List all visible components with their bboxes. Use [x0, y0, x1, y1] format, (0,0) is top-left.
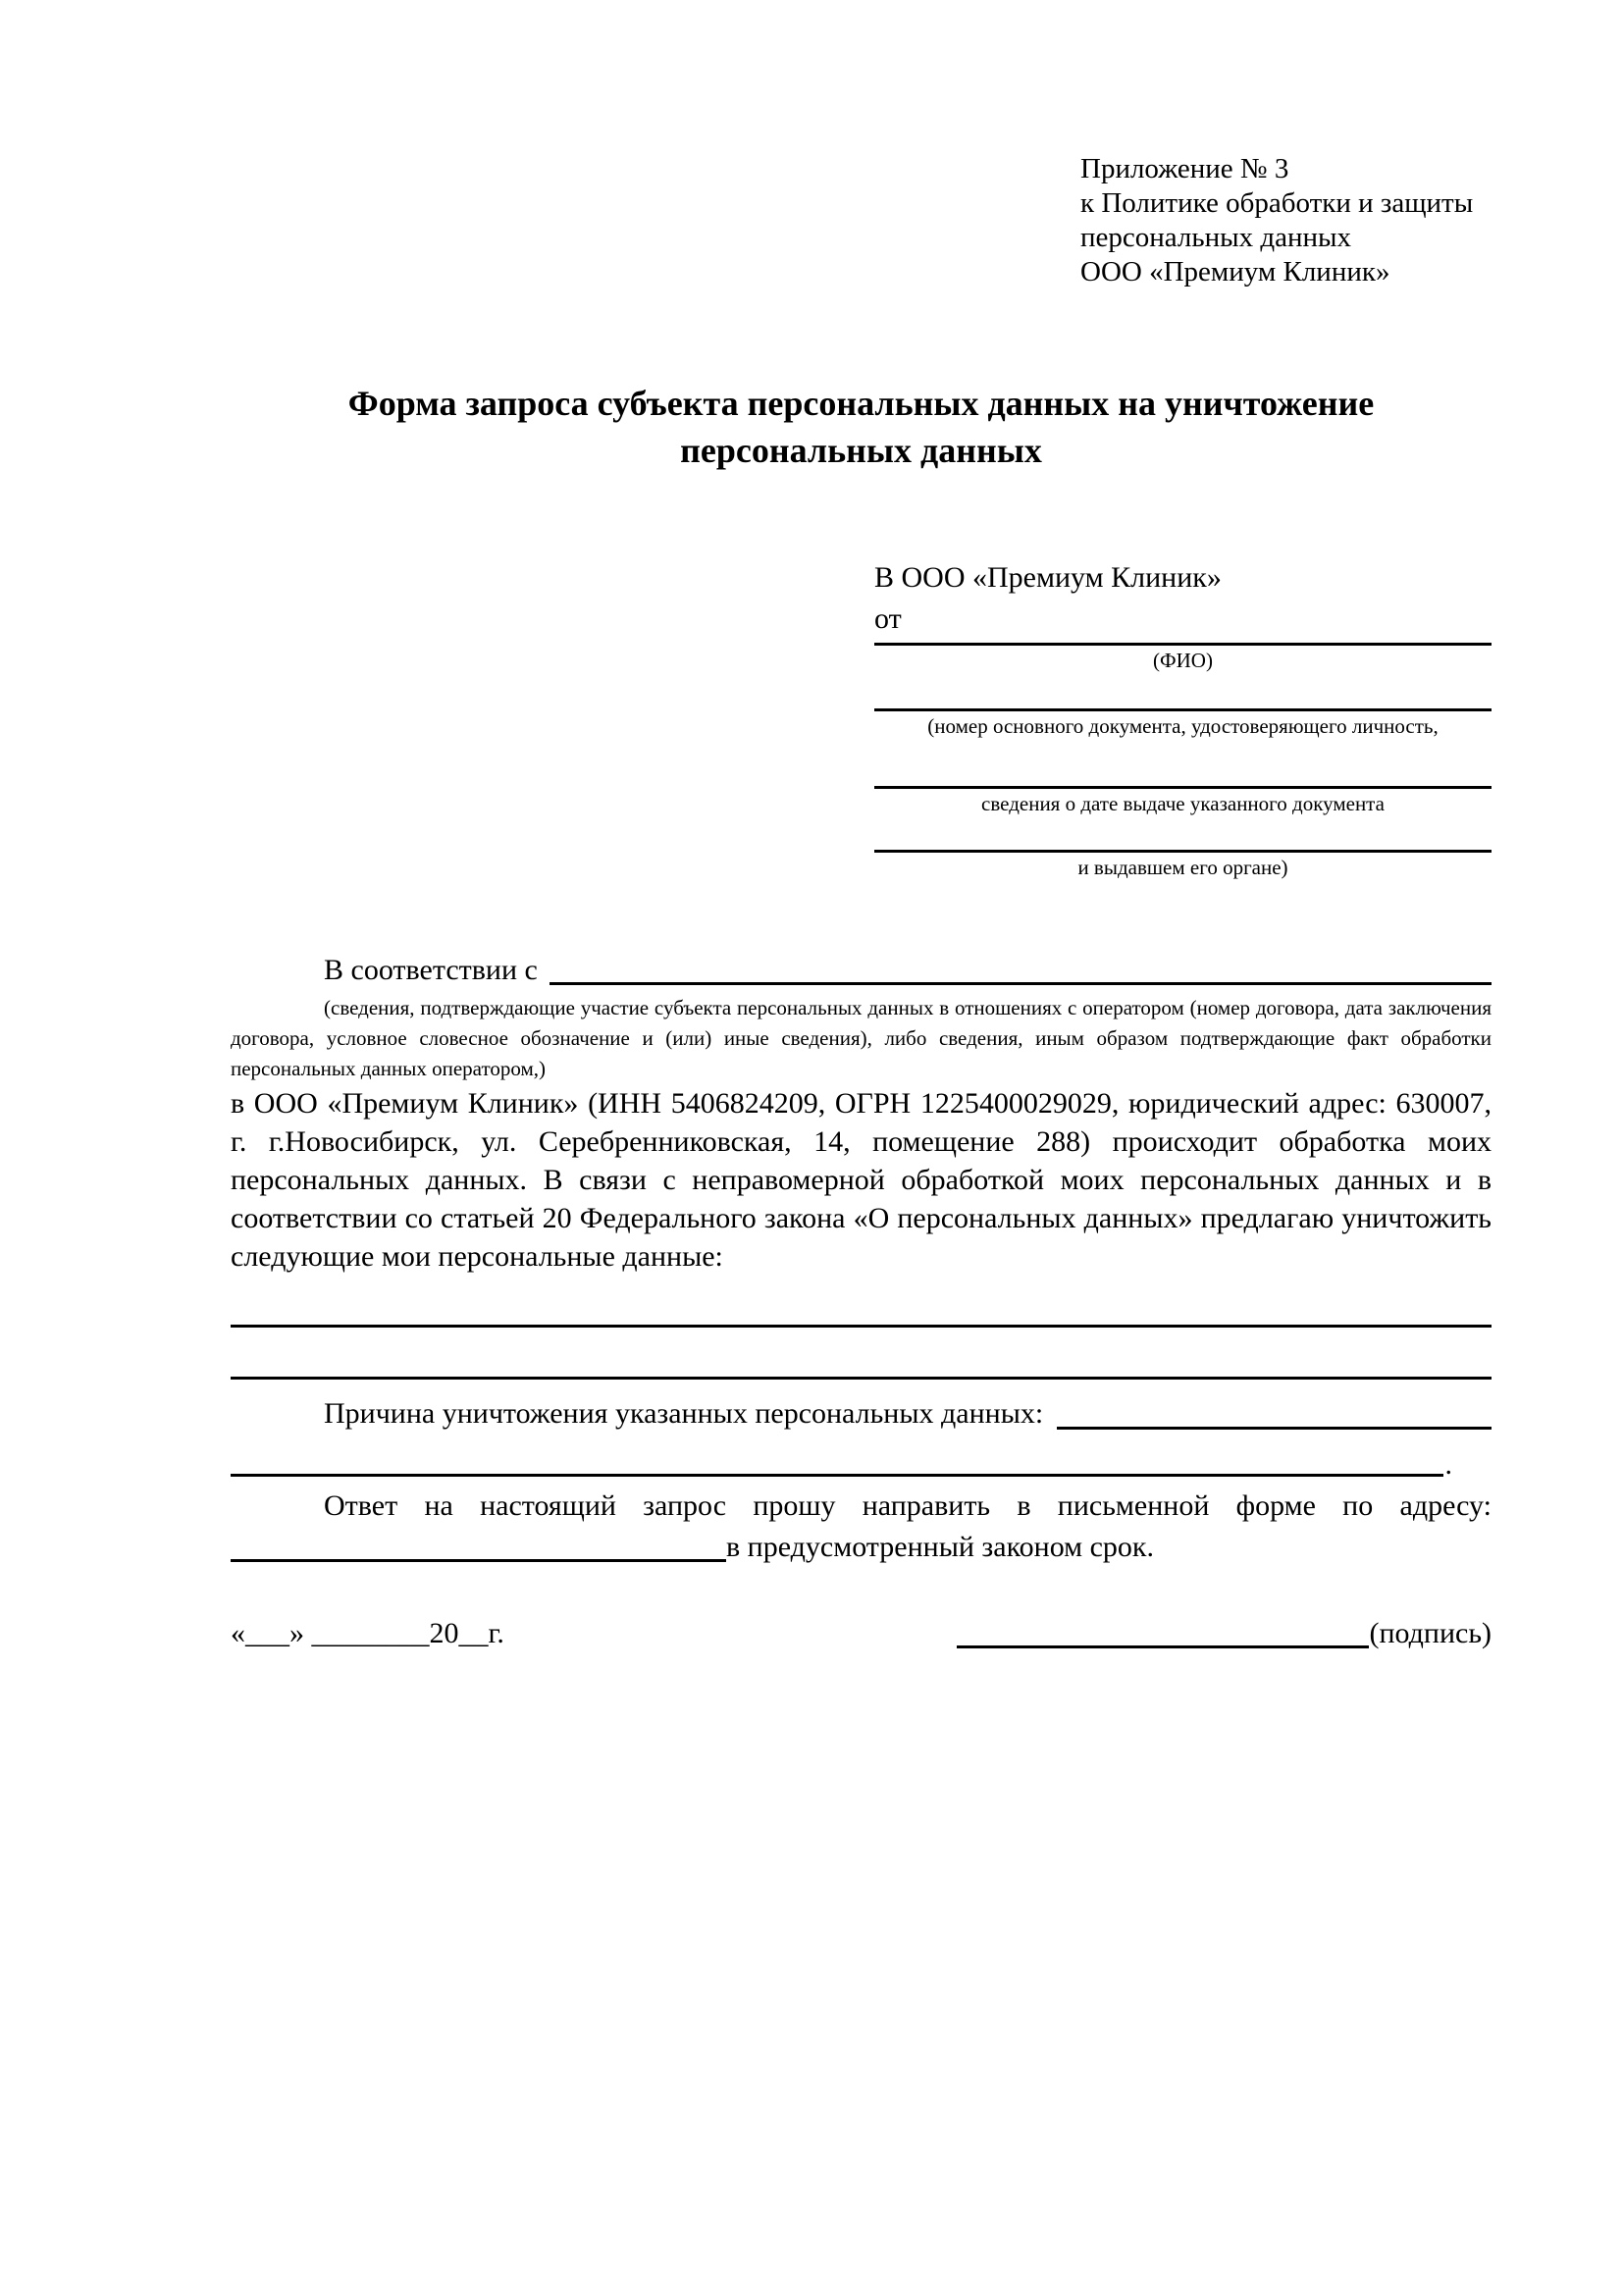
address-row	[231, 1527, 1492, 1568]
accordance-note: (сведения, подтверждающие участие субъекта персональных данных в отношениях с оператором (номер договора, дата заключения договора, условное словесное обозначение и (или) иные сведения), либо сведения, иным образом подтверждающие факт обработки персональных данных оператором,)	[231, 996, 1492, 1080]
reason-label: Причина уничтожения указанных персональных данных:	[324, 1397, 1044, 1430]
answer-tail: в предусмотренный законом срок.	[726, 1531, 1154, 1563]
signature-caption: (подпись)	[1369, 1617, 1492, 1649]
address-blank-line	[231, 1559, 726, 1562]
reason-blank-line	[1057, 1427, 1492, 1430]
issuing-authority-caption: и выдавшем его органе)	[1077, 856, 1288, 879]
id-document-blank-line	[874, 673, 1492, 711]
fio-blank-line	[874, 637, 1492, 646]
appendix-line: Приложение № 3	[1080, 153, 1289, 184]
issuing-authority-blank-line	[874, 816, 1492, 853]
accordance-blank-line	[550, 982, 1492, 985]
document-body	[231, 951, 1492, 1654]
appendix-line: ООО «Премиум Клиник»	[1080, 256, 1390, 287]
signature-field	[957, 1613, 1492, 1654]
addressee-from: от	[874, 602, 902, 635]
line-terminator: .	[1444, 1448, 1452, 1481]
id-document-caption: (номер основного документа, удостоверяющего личность,	[927, 714, 1439, 738]
accordance-row	[231, 951, 1492, 990]
issue-date-caption: сведения о дате выдаче указанного документа	[981, 792, 1385, 815]
reason-row	[231, 1393, 1492, 1435]
personal-data-blank-line-1	[231, 1276, 1492, 1328]
personal-data-blank-line-2	[231, 1328, 1492, 1380]
signature-blank-line	[957, 1645, 1369, 1648]
fio-caption: (ФИО)	[1153, 649, 1213, 672]
addressee-block	[874, 554, 1492, 880]
page-title-line: Форма запроса субъекта персональных данных на уничтожение	[347, 384, 1375, 423]
issue-date-blank-line	[874, 739, 1492, 789]
answer-sentence: Ответ на настоящий запрос прошу направить в письменной форме по адресу:	[324, 1489, 1492, 1522]
page-title	[231, 380, 1492, 474]
page-title-line: персональных данных	[680, 431, 1042, 470]
reason-continuation-row	[231, 1435, 1492, 1482]
date-field: «___» ________20__г.	[231, 1617, 504, 1649]
appendix-line: к Политике обработки и защиты	[1080, 187, 1474, 219]
reason-continuation-blank-line	[231, 1474, 1443, 1477]
accordance-label: В соответствии с	[324, 954, 538, 986]
addressee-to: В ООО «Премиум Клиник»	[874, 561, 1222, 594]
main-paragraph: в ООО «Премиум Клиник» (ИНН 5406824209, ОГРН 1225400029029, юридический адрес: 630007, г. г.Новосибирск, ул. Серебренниковская, 14, помещение 288) происходит обработка моих персональных данных. В связи с неправомерной обработкой моих персональных данных и в соответствии со статьей 20 Федерального закона «О персональных данных» предлагаю уничтожить следующие мои персональные данные:	[231, 1087, 1492, 1273]
appendix-block	[1080, 152, 1492, 289]
appendix-line: персональных данных	[1080, 222, 1352, 253]
date-signature-row	[231, 1613, 1492, 1654]
